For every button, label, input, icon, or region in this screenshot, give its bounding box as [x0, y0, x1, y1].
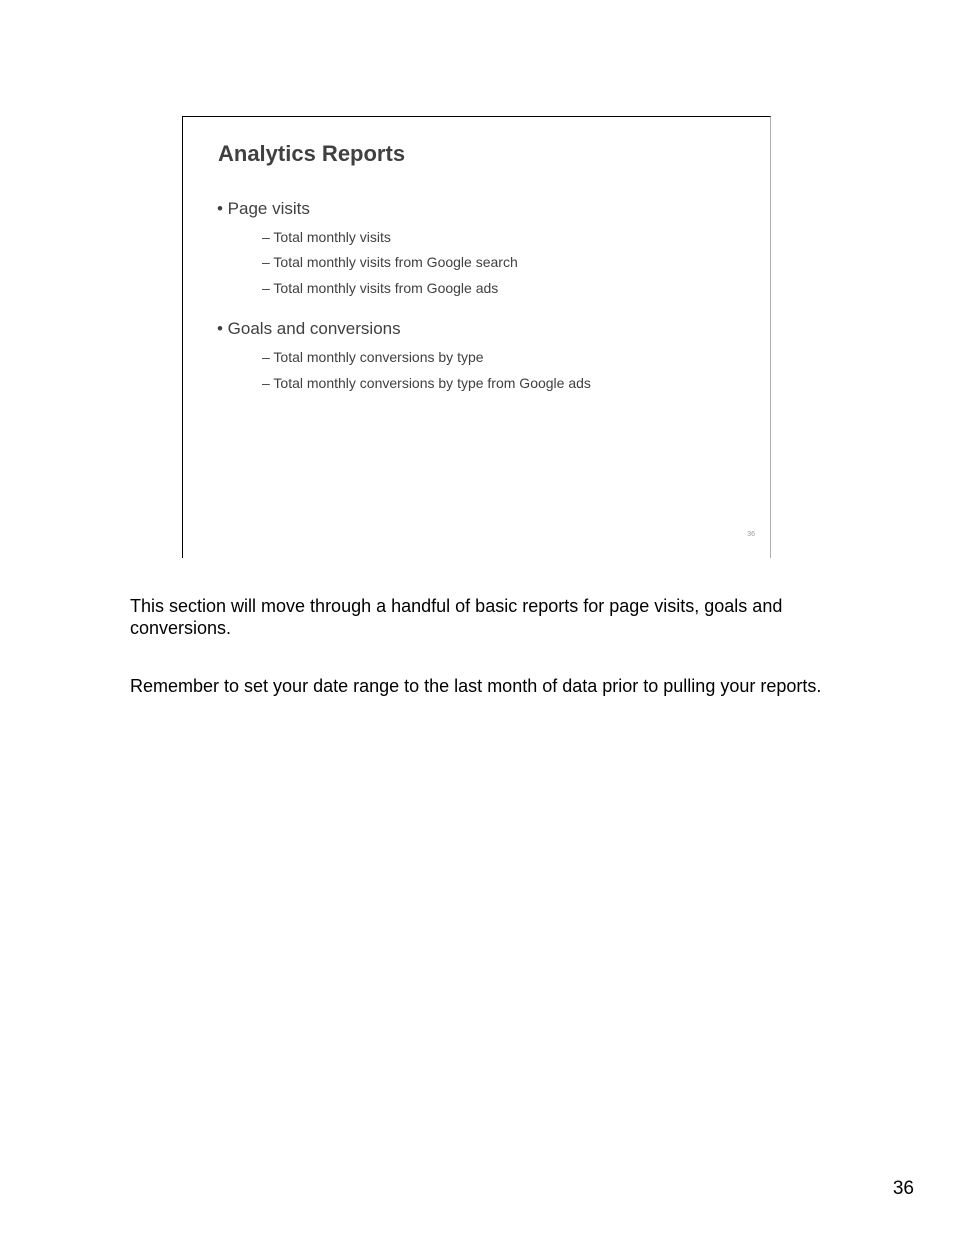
- bullet-page-visits: • Page visits: [217, 199, 310, 218]
- bullet-goals-conversions: • Goals and conversions: [217, 319, 401, 338]
- notes-paragraph-1: This section will move through a handful of basic reports for page visits, goals and conversions.: [130, 596, 783, 638]
- sub-item-conversions-google-ads: – Total monthly conversions by type from Google ads: [262, 375, 591, 391]
- sub-item-conversions-by-type: – Total monthly conversions by type: [262, 349, 484, 365]
- notes-paragraph-2: Remember to set your date range to the last month of data prior to pulling your reports.: [130, 676, 822, 696]
- sub-item-visits-google-ads: – Total monthly visits from Google ads: [262, 280, 499, 296]
- sub-item-total-monthly-visits: – Total monthly visits: [262, 229, 391, 245]
- slide-number: 36: [747, 531, 755, 538]
- slide-title: Analytics Reports: [218, 141, 406, 166]
- sub-item-visits-google-search: – Total monthly visits from Google search: [262, 254, 518, 270]
- slide-thumbnail: [182, 116, 771, 558]
- page-number: 36: [892, 1178, 914, 1199]
